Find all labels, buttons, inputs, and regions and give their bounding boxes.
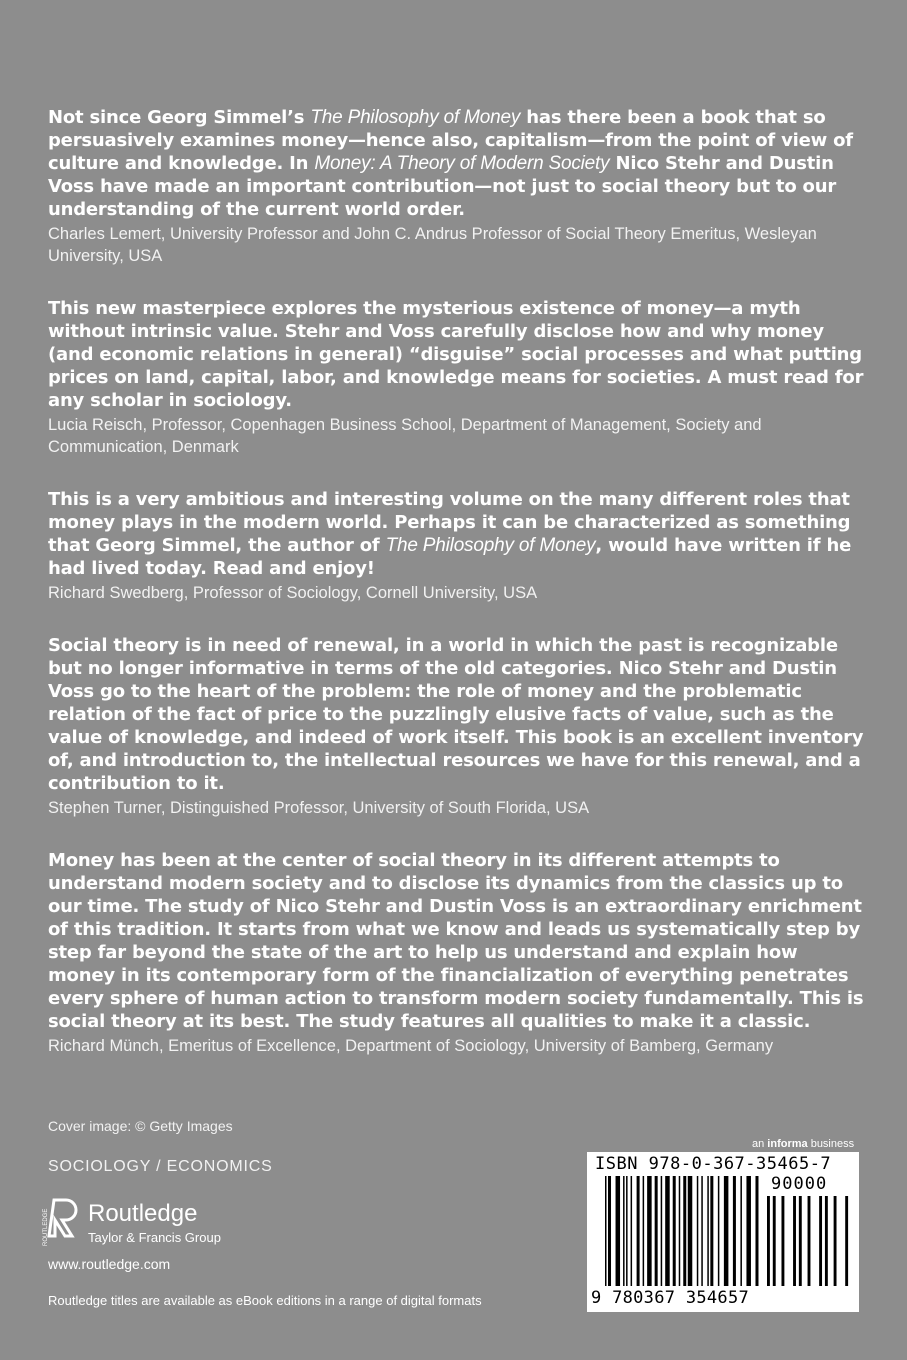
quote-text-span: , would have written if he had lived today. Read and enjoy! bbox=[48, 535, 852, 579]
barcode-bar bbox=[845, 1196, 848, 1286]
barcode-bar bbox=[688, 1176, 693, 1286]
endorsement-quote bbox=[48, 634, 868, 819]
endorsement-quote bbox=[48, 106, 868, 267]
barcode-bar bbox=[733, 1176, 736, 1286]
quote-attribution: Richard Münch, Emeritus of Excellence, Department of Sociology, University of Bamberg, Germany bbox=[48, 1037, 774, 1055]
endorsement-quote bbox=[48, 488, 868, 604]
ean-barcode-bars bbox=[605, 1176, 763, 1286]
endorsement-quote bbox=[48, 297, 868, 458]
quote-text bbox=[48, 297, 868, 412]
logo-mark-text: ROUTLEDGE bbox=[43, 1208, 49, 1246]
quote-text-span: Social theory is in need of renewal, in a world in which the past is recognizable but no longer informative in terms of the old categories. Nico Stehr and Dustin Voss go to the heart of the problem: the role of money and the problematic relation of the fact of price to the puzzlingly elusive facts of value, such as the value of knowledge, and indeed of work itself. This book is an excellent inventory of, and introduction to, the intellectual resources we have for this renewal, and a contribution to it. bbox=[48, 635, 864, 794]
quote-title-italic: The Philosophy of Money bbox=[310, 107, 521, 128]
ean-digits: 9 780367 354657 bbox=[591, 1288, 750, 1308]
informa-tagline: an informa business bbox=[752, 1138, 855, 1150]
barcode-bar bbox=[683, 1176, 686, 1286]
routledge-logo-icon bbox=[44, 1198, 80, 1248]
barcode-bar bbox=[819, 1196, 822, 1286]
subject-category: SOCIOLOGY / ECONOMICS bbox=[48, 1158, 273, 1175]
barcode-bar bbox=[740, 1176, 742, 1286]
quote-text bbox=[48, 488, 868, 580]
ebook-note: Routledge titles are available as eBook editions in a range of digital formats bbox=[48, 1293, 482, 1308]
barcode-bar bbox=[679, 1176, 681, 1286]
barcode-bar bbox=[631, 1176, 633, 1286]
barcode-bar bbox=[755, 1176, 758, 1286]
quote-text-span: Not since Georg Simmel’s bbox=[48, 107, 311, 128]
quote-title-italic: The Philosophy of Money bbox=[385, 535, 596, 556]
barcode-bar bbox=[718, 1176, 720, 1286]
barcode-bar bbox=[637, 1176, 640, 1286]
quote-text-span: Money has been at the center of social theory in its different attempts to understand modern society and to disclose its dynamics from the classics up to our time. The study of Nico Stehr and Dustin Voss is an extraordinary enrichment of this tradition. It starts from what we know and leads us systematically step by step far beyond the state of the art to help us understand and explain how money in its contemporary form of the financialization of everything penetrates every sphere of human action to transform modern society fundamentally. This is social theory at its best. The study features all qualities to make it a classic. bbox=[48, 850, 864, 1032]
quote-attribution: Lucia Reisch, Professor, Copenhagen Business School, Department of Management, Society and Communication, Denmark bbox=[48, 416, 762, 456]
barcode-bar bbox=[808, 1196, 811, 1286]
quote-text-span: Nico Stehr and Dustin Voss have made an important contribution—not just to social theory but to our understanding of the current world order. bbox=[48, 153, 837, 220]
barcode-bar bbox=[773, 1196, 776, 1286]
barcode-bar bbox=[793, 1196, 796, 1286]
quote-text bbox=[48, 106, 868, 221]
endorsement-quote bbox=[48, 849, 868, 1057]
barcode-bar bbox=[825, 1196, 828, 1286]
barcode-bar bbox=[665, 1176, 670, 1286]
cover-image-credit: Cover image: © Getty Images bbox=[48, 1118, 233, 1134]
barcode-bar bbox=[746, 1176, 751, 1286]
barcode-bar bbox=[626, 1176, 628, 1286]
quote-text-span: This is a very ambitious and interesting volume on the many different roles that money plays in the modern world. Perhaps it can be characterized as something that Georg Simmel, the author of bbox=[48, 489, 851, 556]
barcode-bar bbox=[661, 1176, 663, 1286]
barcode-bar bbox=[697, 1176, 699, 1286]
quote-attribution: Richard Swedberg, Professor of Sociology, Cornell University, USA bbox=[48, 584, 538, 602]
barcode-bar bbox=[724, 1176, 729, 1286]
quote-text-span: This new masterpiece explores the mysterious existence of money—a myth without intrinsic value. Stehr and Voss carefully disclose how and why money (and economic relations in general) “disguise” social processes and what putting prices on land, capital, labor, and knowledge means for societies. A must read for any scholar in sociology. bbox=[48, 298, 864, 411]
addon-barcode-bars bbox=[767, 1196, 851, 1286]
barcode-bar bbox=[608, 1176, 611, 1286]
barcode-bar bbox=[643, 1176, 645, 1286]
quote-text-span: has there been a book that so persuasively examines money—hence also, capitalism—from the point of view of culture and knowledge. In bbox=[48, 107, 853, 174]
barcode-bar bbox=[623, 1176, 625, 1286]
quote-attribution: Stephen Turner, Distinguished Professor, University of South Florida, USA bbox=[48, 799, 590, 817]
publisher-group: Taylor & Francis Group bbox=[88, 1230, 221, 1245]
barcode-bar bbox=[781, 1196, 784, 1286]
barcode-bar bbox=[655, 1176, 658, 1286]
publisher-name: Routledge bbox=[88, 1200, 198, 1227]
barcode-bar bbox=[799, 1196, 802, 1286]
barcode-bar bbox=[605, 1176, 607, 1286]
barcode-bar bbox=[616, 1176, 621, 1286]
addon-digits: 90000 bbox=[771, 1174, 828, 1194]
publisher-logo bbox=[44, 1198, 244, 1250]
barcode-bar bbox=[673, 1176, 676, 1286]
quote-text bbox=[48, 634, 868, 795]
barcode-bar bbox=[647, 1176, 652, 1286]
quote-title-italic: Money: A Theory of Modern Society bbox=[314, 153, 610, 174]
publisher-url: www.routledge.com bbox=[48, 1256, 171, 1272]
isbn-label: ISBN 978-0-367-35465-7 bbox=[595, 1154, 832, 1174]
barcode bbox=[587, 1152, 859, 1312]
barcode-bar bbox=[710, 1176, 713, 1286]
barcode-bar bbox=[834, 1196, 837, 1286]
quote-attribution: Charles Lemert, University Professor and John C. Andrus Professor of Social Theory Emeritus, Wesleyan University, USA bbox=[48, 225, 817, 265]
quote-text bbox=[48, 849, 868, 1033]
barcode-bar bbox=[707, 1176, 709, 1286]
barcode-bar bbox=[701, 1176, 703, 1286]
barcode-bar bbox=[767, 1196, 770, 1286]
endorsements bbox=[48, 106, 868, 1087]
